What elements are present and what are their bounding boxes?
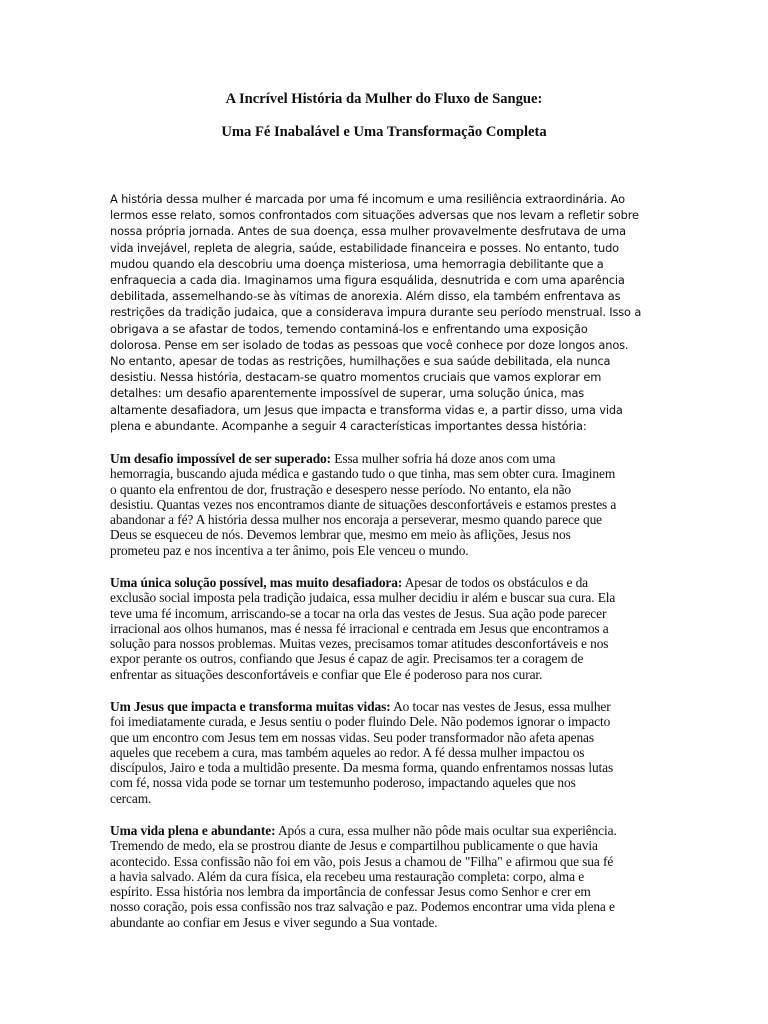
- section-line: Tremendo de medo, ela se prostrou diante de Jesus e compartilhou publicamente o que havia: [110, 838, 598, 854]
- section-first-line: [110, 699, 660, 714]
- section-line: Apesar de todos os obstáculos e da: [402, 575, 589, 590]
- section-line: Ao tocar nas vestes de Jesus, essa mulher: [390, 699, 611, 714]
- intro-line: restrições da tradição judaica, que a considerava impura durante seu período menstrual. Isso a: [110, 305, 642, 320]
- section-line: expor perante os outros, confiando que Jesus é capaz de agir. Precisamos ter a coragem de: [110, 651, 584, 667]
- section-line: teve uma fé incomum, arriscando-se a tocar na orla das vestes de Jesus. Sua ação pode parecer: [110, 605, 607, 621]
- section-first-line: [110, 575, 660, 590]
- document-title: A Incrível História da Mulher do Fluxo de Sangue:: [225, 91, 543, 107]
- section-first-line: [110, 451, 660, 466]
- intro-line: enfraquecia a cada dia. Imaginamos uma figura esquálida, desnutrida e com uma aparência: [110, 273, 625, 288]
- section-line: prometeu paz e nos incentiva a ter ânimo, pois Ele venceu o mundo.: [110, 542, 469, 558]
- section-line: abundante ao confiar em Jesus e viver segundo a Sua vontade.: [110, 914, 438, 930]
- section-line: Após a cura, essa mulher não pôde mais ocultar sua experiência.: [275, 823, 617, 838]
- intro-paragraph: [110, 191, 660, 434]
- section-first-line: [110, 823, 660, 838]
- intro-line: obrigava a se afastar de todos, temendo contaminá-los e enfrentando uma exposição: [110, 321, 588, 336]
- intro-line: mudou quando ela descobriu uma doença misteriosa, uma hemorragia debilitante que a: [110, 256, 604, 271]
- section-line: foi imediatamente curada, e Jesus sentiu o poder fluindo Dele. Não podemos ignorar o impacto: [110, 714, 611, 730]
- section-heading: Um desafio impossível de ser superado:: [110, 451, 331, 466]
- section-line: hemorragia, buscando ajuda médica e gastando tudo o que tinha, mas sem obter cura. Imaginem: [110, 466, 616, 482]
- intro-line: altamente desafiadora, um Jesus que impacta e transforma vidas e, a partir disso, uma vida: [110, 402, 623, 417]
- section-solution: [110, 575, 660, 682]
- section-line: nosso coração, pois essa confissão nos traz salvação e paz. Podemos encontrar uma vida plena e: [110, 899, 615, 915]
- section-line: espírito. Essa história nos lembra da importância de confessar Jesus como Senhor e crer em: [110, 884, 591, 900]
- intro-line: detalhes: um desafio aparentemente impossível de superar, uma solução única, mas: [110, 386, 585, 401]
- section-line: o quanto ela enfrentou de dor, frustração e desespero nesse período. No entanto, ela não: [110, 481, 572, 497]
- intro-line: debilitada, assemelhando-se às vítimas de anorexia. Além disso, ela também enfrentava as: [110, 289, 621, 304]
- section-challenge: [110, 451, 660, 558]
- intro-line: plena e abundante. Acompanhe a seguir 4 características importantes dessa história:: [110, 418, 587, 433]
- intro-line: A história dessa mulher é marcada por uma fé incomum e uma resiliência extraordinária. Ao: [110, 192, 625, 206]
- section-impact: [110, 699, 660, 806]
- intro-line: No entanto, apesar de todas as restrições, humilhações e sua saúde debilitada, ela nunca: [110, 354, 611, 369]
- section-line: solução para nossos problemas. Muitas vezes, precisamos tomar atitudes desconfortáveis e nos: [110, 636, 609, 652]
- section-heading: Uma única solução possível, mas muito desafiadora:: [110, 575, 403, 590]
- section-line: abandonar a fé? A história dessa mulher nos encoraja a perseverar, mesmo quando parece que: [110, 512, 603, 528]
- section-line: irracional aos olhos humanos, mas é nessa fé irracional e centrada em Jesus que encontramos a: [110, 620, 609, 636]
- intro-line: lermos esse relato, somos confrontados com situações adversas que nos levam a refletir sobre: [110, 208, 639, 223]
- section-line: com fé, nossa vida pode se tornar um testemunho poderoso, impactando aqueles que nos: [110, 775, 576, 791]
- intro-line: dolorosa. Pense em ser isolado de todas as pessoas que você conhece por doze longos anos.: [110, 337, 629, 352]
- section-line: a havia salvado. Além da cura física, ela recebeu uma restauração completa: corpo, alma e: [110, 868, 585, 884]
- section-line: discípulos, Jairo e toda a multidão presente. Da mesma forma, quando enfrentamos nossas lutas: [110, 760, 614, 776]
- intro-line: desistiu. Nessa história, destacam-se quatro momentos cruciais que vamos explorar em: [110, 370, 602, 385]
- section-line: cercam.: [110, 790, 152, 806]
- section-line: Essa mulher sofria há doze anos com uma: [331, 451, 556, 466]
- section-line: exclusão social imposta pela tradição judaica, essa mulher decidiu ir além e buscar sua cura. Ela: [110, 590, 616, 606]
- section-line: acontecido. Essa confissão não foi em vão, pois Jesus a chamou de "Filha" e afirmou que sua fé: [110, 853, 614, 869]
- section-line: que um encontro com Jesus tem em nossas vidas. Seu poder transformador não afeta apenas: [110, 729, 595, 745]
- section-heading: Um Jesus que impacta e transforma muitas vidas:: [110, 699, 391, 714]
- intro-line: nossa própria jornada. Antes de sua doença, essa mulher provavelmente desfrutava de uma: [110, 224, 626, 239]
- section-line: desistiu. Quantas vezes nos encontramos diante de situações desconfortáveis e estamos prestes a: [110, 496, 617, 512]
- section-heading: Uma vida plena e abundante:: [110, 823, 276, 838]
- section-line: enfrentar as situações desconfortáveis e confiar que Ele é poderoso para nos curar.: [110, 666, 543, 682]
- section-line: aqueles que recebem a cura, mas também aqueles ao redor. A fé dessa mulher impactou os: [110, 744, 585, 760]
- section-line: Deus se esqueceu de nós. Devemos lembrar que, mesmo em meio às aflições, Jesus nos: [110, 527, 571, 543]
- document-subtitle: Uma Fé Inabalável e Uma Transformação Completa: [221, 124, 547, 140]
- intro-line: vida invejável, repleta de alegria, saúde, estabilidade financeira e posses. No entanto, tudo: [110, 240, 619, 255]
- section-abundant-life: [110, 823, 660, 930]
